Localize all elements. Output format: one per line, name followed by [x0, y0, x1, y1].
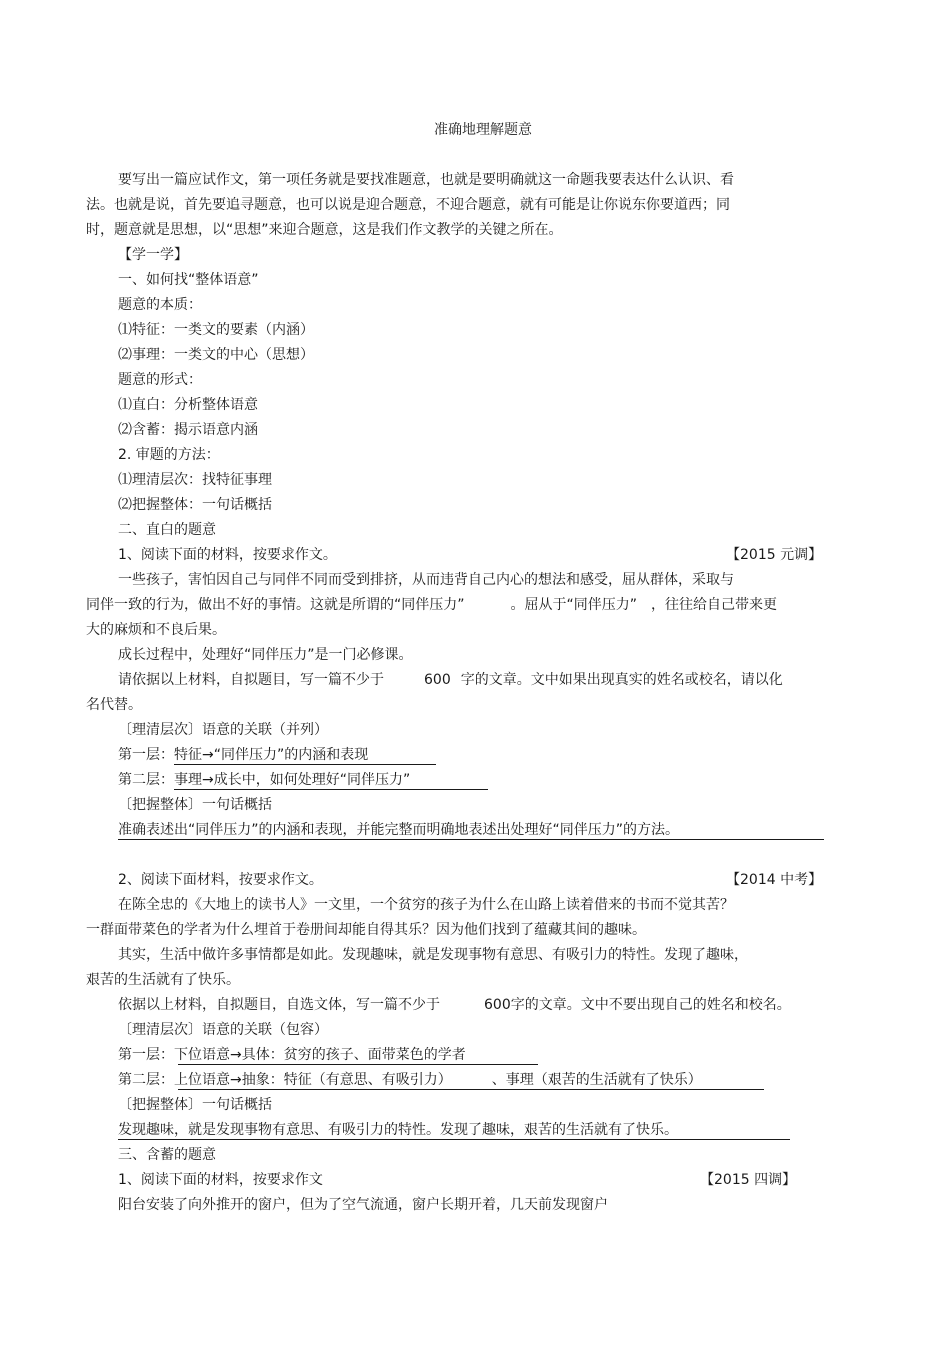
method-item-1: ⑴理清层次：找特征事理 [118, 472, 272, 488]
q1-para3-seg3: 字的文章。文中如果出现真实的姓名或校名，请以化 [460, 672, 783, 688]
s3-q1-prompt: 1、阅读下面的材料，按要求作文 [118, 1172, 323, 1188]
q2-para2-line2: 艰苦的生活就有了快乐。 [86, 972, 240, 988]
q1-para2: 成长过程中，处理好“同伴压力”是一门必修课。 [118, 647, 413, 663]
q1-layer-2-text: 事理→成长中，如何处理好“同伴压力” [174, 772, 411, 788]
q1-para3-line2: 名代替。 [86, 697, 142, 713]
q1-prompt: 1、阅读下面的材料，按要求作文。 [118, 547, 337, 563]
section-1-heading: 一、如何找“整体语意” [118, 272, 259, 288]
q2-para1-line1: 在陈全忠的《大地上的读书人》一文里，一个贫穷的孩子为什么在山路上读着借来的书而不觉其苦？ [118, 897, 734, 913]
q1-source-tag: 【2015 元调】 [726, 547, 823, 563]
nature-item-1: ⑴特征：一类文的要素（内涵） [118, 322, 314, 338]
method-item-2: ⑵把握整体：一句话概括 [118, 497, 272, 513]
intro-line-2: 法。也就是说，首先要追寻题意，也可以说是迎合题意，不迎合题意，就有可能是让你说东你要道西；同 [86, 197, 730, 213]
q1-layer-1-text: 特征→“同伴压力”的内涵和表现 [174, 747, 369, 763]
q2-word-count: 600 [484, 997, 511, 1013]
q2-para3-seg3: 字的文章。文中不要出现自己的姓名和校名。 [510, 997, 791, 1013]
q1-para1-seg3: ，往往给自己带来更 [651, 597, 778, 613]
q1-layer-2 [118, 770, 410, 790]
q1-para3-line1 [118, 670, 783, 690]
q2-summary: 发现趣味，就是发现事物有意思、有吸引力的特性。发现了趣味，艰苦的生活就有了快乐。 [118, 1122, 678, 1138]
q2-layer-1-underline [178, 1064, 538, 1065]
nature-label: 题意的本质： [118, 297, 202, 313]
q2-para3 [118, 995, 791, 1015]
q1-layer-2-label: 第二层： [118, 772, 174, 788]
q1-summary: 准确表述出“同伴压力”的内涵和表现，并能完整而明确地表述出处理好“同伴压力”的方法。 [118, 822, 680, 838]
q2-layer-1 [118, 1045, 466, 1065]
q2-source-tag: 【2014 中考】 [726, 872, 823, 888]
q1-para1-line3: 大的麻烦和不良后果。 [86, 622, 226, 638]
q2-layer-1-text: 下位语意→具体：贫穷的孩子、面带菜色的学者 [174, 1047, 466, 1063]
q2-layer-2-underline [178, 1089, 764, 1090]
learn-header: 【学一学】 [118, 247, 188, 263]
q2-whole-head: 〔把握整体〕一句话概括 [118, 1097, 272, 1113]
q1-layer-1 [118, 745, 368, 765]
q1-para1-line1: 一些孩子，害怕因自己与同伴不同而受到排挤，从而违背自己内心的想法和感受，屈从群体，采取与 [118, 572, 734, 588]
q2-para2-line1: 其实，生活中做许多事情都是如此。发现趣味，就是发现事物有意思、有吸引力的特性。发现了趣味， [118, 947, 748, 963]
q1-layer-1-label: 第一层： [118, 747, 174, 763]
q1-para1-line2 [86, 595, 777, 615]
q2-prompt: 2、阅读下面材料，按要求作文。 [118, 872, 323, 888]
q1-para1-seg1: 同伴一致的行为，做出不好的事情。这就是所谓的“同伴压力” [86, 597, 465, 613]
q2-para3-seg1: 依据以上材料，自拟题目，自选文体，写一篇不少于 [118, 997, 440, 1013]
q1-layer-2-underline [174, 789, 488, 790]
q1-para3-seg1: 请依据以上材料，自拟题目，写一篇不少于 [118, 672, 384, 688]
q2-summary-underline [118, 1139, 790, 1140]
form-item-1: ⑴直白：分析整体语意 [118, 397, 258, 413]
form-label: 题意的形式： [118, 372, 202, 388]
form-item-2: ⑵含蓄：揭示语意内涵 [118, 422, 258, 438]
q1-summary-underline [118, 839, 824, 840]
page-title: 准确地理解题意 [434, 122, 532, 138]
intro-line-3: 时，题意就是思想，以“思想”来迎合题意，这是我们作文教学的关键之所在。 [86, 222, 563, 238]
q2-layer-2-text-b: 、事理（艰苦的生活就有了快乐） [491, 1072, 702, 1088]
q2-para1-line2: 一群面带菜色的学者为什么埋首于卷册间却能自得其乐？因为他们找到了蕴藏其间的趣味。 [86, 922, 646, 938]
q2-layer-1-label: 第一层： [118, 1047, 174, 1063]
q2-layer-2 [118, 1070, 702, 1090]
nature-item-2: ⑵事理：一类文的中心（思想） [118, 347, 314, 363]
q1-layer-1-underline [174, 764, 436, 765]
s3-q1-source-tag: 【2015 四调】 [700, 1172, 797, 1188]
section-2-heading: 二、直白的题意 [118, 522, 216, 538]
s3-q1-para1: 阳台安装了向外推开的窗户，但为了空气流通，窗户长期开着，几天前发现窗户 [118, 1197, 608, 1213]
q1-para1-seg2: 。屈从于“同伴压力” [510, 597, 638, 613]
method-label: 2. 审题的方法： [118, 447, 220, 463]
q2-layer-head: 〔理清层次〕语意的关联（包容） [118, 1022, 328, 1038]
section-3-heading: 三、含蓄的题意 [118, 1147, 216, 1163]
q1-word-count: 600 [424, 672, 451, 688]
q1-whole-head: 〔把握整体〕一句话概括 [118, 797, 272, 813]
q1-layer-head: 〔理清层次〕语意的关联（并列） [118, 722, 328, 738]
q2-layer-2-label: 第二层： [118, 1072, 174, 1088]
intro-line-1: 要写出一篇应试作文，第一项任务就是要找准题意，也就是要明确就这一命题我要表达什么认识、看 [118, 172, 734, 188]
q2-layer-2-text-a: 上位语意→抽象：特征（有意思、有吸引力） [174, 1072, 452, 1088]
